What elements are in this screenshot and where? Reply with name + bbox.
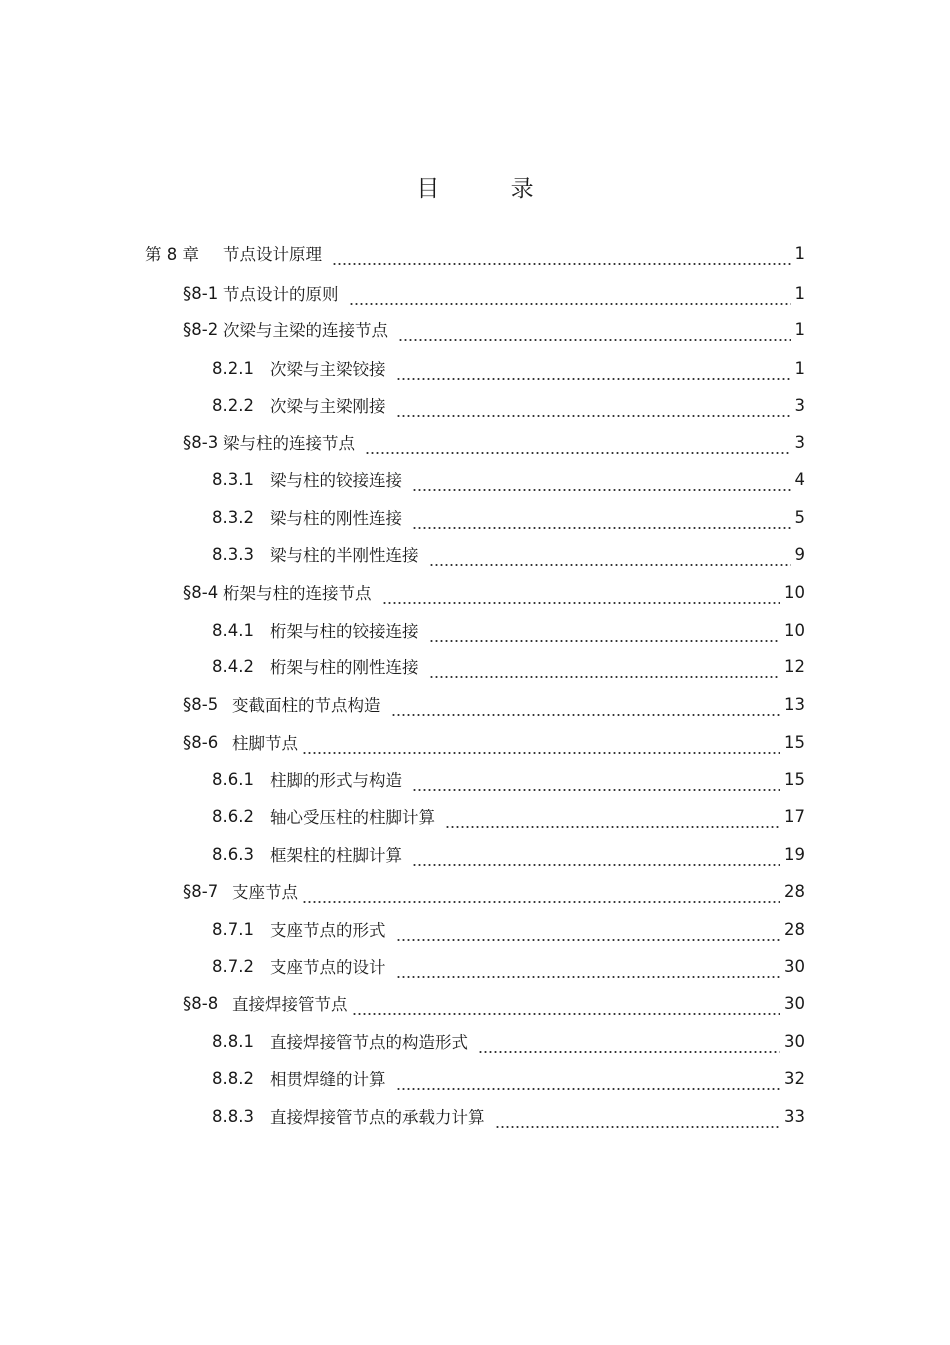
toc-entry-subsection[interactable] bbox=[212, 804, 805, 828]
toc-number: §8-1 bbox=[183, 283, 219, 303]
dot-leader bbox=[349, 281, 791, 305]
toc-label: 次梁与主梁的连接节点 bbox=[223, 321, 388, 340]
toc-label: 支座节点的形式 bbox=[270, 921, 386, 940]
dot-leader bbox=[332, 241, 791, 265]
toc-page-number: 15 bbox=[784, 732, 805, 752]
toc-page-number: 10 bbox=[784, 620, 805, 640]
toc-number: 8.3.3 bbox=[212, 544, 254, 564]
toc-number: §8-3 bbox=[183, 432, 219, 452]
toc-entry-section[interactable] bbox=[183, 317, 805, 341]
toc-number: 8.6.3 bbox=[212, 844, 254, 864]
toc-label: 梁与柱的半刚性连接 bbox=[270, 546, 419, 565]
dot-leader bbox=[445, 804, 780, 828]
toc-label: 柱脚节点 bbox=[232, 734, 298, 753]
dot-leader bbox=[478, 1029, 780, 1053]
toc-number: §8-7 bbox=[183, 881, 219, 901]
dot-leader bbox=[302, 879, 780, 903]
toc-number: §8-5 bbox=[183, 694, 219, 714]
toc-label: 节点设计的原则 bbox=[223, 285, 339, 304]
toc-page-number: 3 bbox=[794, 432, 805, 452]
toc-page-number: 19 bbox=[784, 844, 805, 864]
toc-page-number: 9 bbox=[794, 544, 805, 564]
toc-label: 支座节点的设计 bbox=[270, 958, 386, 977]
toc-entry-subsection[interactable] bbox=[212, 654, 805, 678]
toc-entry-subsection[interactable] bbox=[212, 618, 805, 642]
toc-entry-section[interactable] bbox=[183, 692, 805, 716]
toc-label: 桁架与柱的刚性连接 bbox=[270, 658, 419, 677]
toc-page-number: 30 bbox=[784, 956, 805, 976]
dot-leader bbox=[382, 580, 781, 604]
dot-leader bbox=[365, 430, 791, 454]
toc-number: 8.6.2 bbox=[212, 806, 254, 826]
toc-entry-subsection[interactable] bbox=[212, 505, 805, 529]
dot-leader bbox=[412, 467, 791, 491]
toc-page-number: 13 bbox=[784, 694, 805, 714]
toc-entry-subsection[interactable] bbox=[212, 1104, 805, 1128]
toc-page-number: 3 bbox=[794, 395, 805, 415]
toc-number: 8.2.1 bbox=[212, 358, 254, 378]
toc-page-number: 33 bbox=[784, 1106, 805, 1126]
dot-leader bbox=[396, 393, 791, 417]
toc-label: 次梁与主梁刚接 bbox=[270, 397, 386, 416]
toc-number: 8.7.1 bbox=[212, 919, 254, 939]
toc-number: 8.6.1 bbox=[212, 769, 254, 789]
toc-entry-chapter-8[interactable] bbox=[145, 241, 805, 265]
page-title: 目 录 bbox=[416, 176, 566, 202]
dot-leader bbox=[396, 356, 791, 380]
toc-number: §8-6 bbox=[183, 732, 219, 752]
toc-page-number: 5 bbox=[794, 507, 805, 527]
toc-number: §8-8 bbox=[183, 993, 219, 1013]
toc-number: §8-2 bbox=[183, 319, 219, 339]
toc-number: 第 8 章 bbox=[145, 245, 199, 264]
toc-label: 柱脚的形式与构造 bbox=[270, 771, 402, 790]
dot-leader bbox=[495, 1104, 781, 1128]
toc-number: §8-4 bbox=[183, 582, 219, 602]
toc-page-number: 30 bbox=[784, 1031, 805, 1051]
toc-page-number: 1 bbox=[794, 243, 805, 263]
toc-page-number: 1 bbox=[794, 283, 805, 303]
dot-leader bbox=[412, 767, 780, 791]
dot-leader bbox=[391, 692, 781, 716]
toc-label: 桁架与柱的铰接连接 bbox=[270, 622, 419, 641]
toc-number: 8.8.2 bbox=[212, 1068, 254, 1088]
toc-number: 8.4.2 bbox=[212, 656, 254, 676]
toc-entry-section[interactable] bbox=[183, 430, 805, 454]
toc-page-number: 28 bbox=[784, 881, 805, 901]
dot-leader bbox=[302, 730, 780, 754]
toc-entry-section[interactable] bbox=[183, 730, 805, 754]
toc-entry-subsection[interactable] bbox=[212, 467, 805, 491]
toc-number: 8.2.2 bbox=[212, 395, 254, 415]
toc-number: 8.3.1 bbox=[212, 469, 254, 489]
toc-entry-subsection[interactable] bbox=[212, 842, 805, 866]
toc-entry-subsection[interactable] bbox=[212, 356, 805, 380]
toc-label: 框架柱的柱脚计算 bbox=[270, 846, 402, 865]
toc-page-number: 15 bbox=[784, 769, 805, 789]
toc-page-number: 10 bbox=[784, 582, 805, 602]
toc-label: 次梁与主梁铰接 bbox=[270, 360, 386, 379]
toc-number: 8.4.1 bbox=[212, 620, 254, 640]
toc-entry-subsection[interactable] bbox=[212, 1066, 805, 1090]
dot-leader bbox=[412, 505, 791, 529]
toc-page-number: 32 bbox=[784, 1068, 805, 1088]
dot-leader bbox=[429, 618, 781, 642]
toc-page-number: 30 bbox=[784, 993, 805, 1013]
toc-page-number: 1 bbox=[794, 319, 805, 339]
toc-entry-subsection[interactable] bbox=[212, 767, 805, 791]
dot-leader bbox=[396, 954, 781, 978]
toc-label: 桁架与柱的连接节点 bbox=[223, 584, 372, 603]
toc-page-number: 1 bbox=[794, 358, 805, 378]
toc-label: 轴心受压柱的柱脚计算 bbox=[270, 808, 435, 827]
dot-leader bbox=[396, 1066, 781, 1090]
toc-number: 8.8.1 bbox=[212, 1031, 254, 1051]
toc-label: 直接焊接管节点 bbox=[232, 995, 348, 1014]
toc-label: 支座节点 bbox=[232, 883, 298, 902]
toc-entry-section[interactable] bbox=[183, 580, 805, 604]
toc-entry-subsection[interactable] bbox=[212, 542, 805, 566]
toc-label: 直接焊接管节点的构造形式 bbox=[270, 1033, 468, 1052]
toc-label: 直接焊接管节点的承载力计算 bbox=[270, 1108, 485, 1127]
toc-label: 节点设计原理 bbox=[223, 245, 322, 264]
toc-page-number: 17 bbox=[784, 806, 805, 826]
toc-label: 梁与柱的铰接连接 bbox=[270, 471, 402, 490]
toc-entry-subsection[interactable] bbox=[212, 393, 805, 417]
toc-number: 8.7.2 bbox=[212, 956, 254, 976]
dot-leader bbox=[352, 991, 781, 1015]
toc-entry-section[interactable] bbox=[183, 281, 805, 305]
dot-leader bbox=[429, 654, 781, 678]
toc-label: 相贯焊缝的计算 bbox=[270, 1070, 386, 1089]
dot-leader bbox=[398, 317, 791, 341]
toc-page-number: 28 bbox=[784, 919, 805, 939]
toc-entry-subsection[interactable] bbox=[212, 954, 805, 978]
toc-number: 8.3.2 bbox=[212, 507, 254, 527]
toc-page-number: 4 bbox=[794, 469, 805, 489]
dot-leader bbox=[429, 542, 791, 566]
dot-leader bbox=[412, 842, 780, 866]
toc-entry-section[interactable] bbox=[183, 991, 805, 1015]
toc-number: 8.8.3 bbox=[212, 1106, 254, 1126]
toc-entry-subsection[interactable] bbox=[212, 1029, 805, 1053]
toc-entry-subsection[interactable] bbox=[212, 917, 805, 941]
toc-label: 变截面柱的节点构造 bbox=[232, 696, 381, 715]
toc-label: 梁与柱的刚性连接 bbox=[270, 509, 402, 528]
toc-entry-section[interactable] bbox=[183, 879, 805, 903]
toc-label: 梁与柱的连接节点 bbox=[223, 434, 355, 453]
dot-leader bbox=[396, 917, 781, 941]
toc-page-number: 12 bbox=[784, 656, 805, 676]
